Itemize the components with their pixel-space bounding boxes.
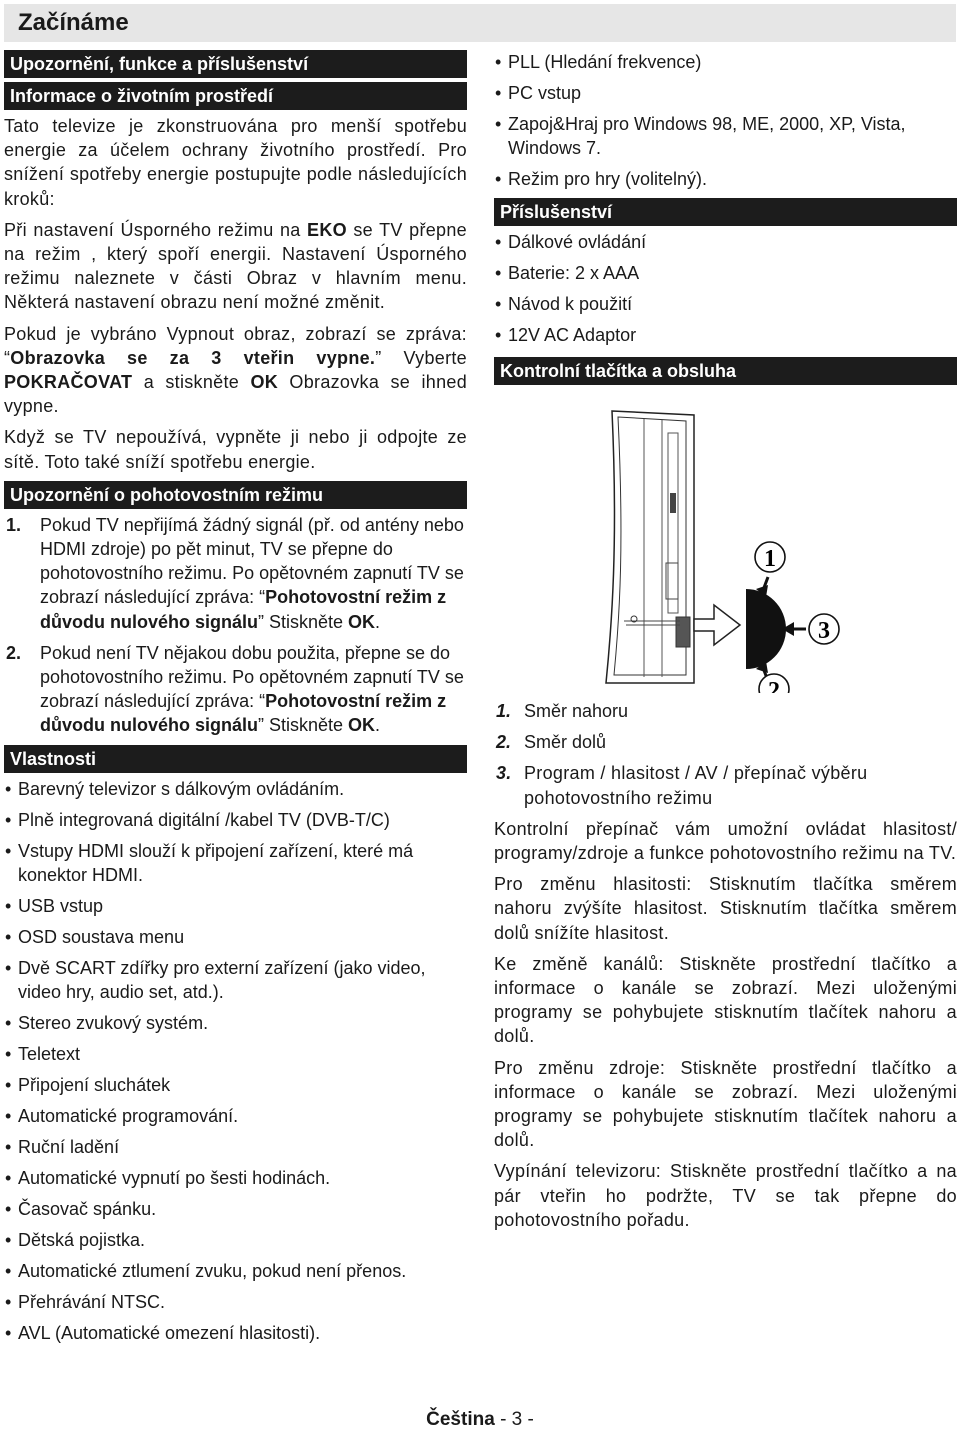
feature-item: • Teletext: [4, 1042, 467, 1066]
accessory-item: • Dálkové ovládání: [494, 230, 957, 254]
callout-2-label: 2: [768, 678, 780, 693]
feature-item: • Připojení sluchátek: [4, 1073, 467, 1097]
feature-item: • Ruční ladění: [4, 1135, 467, 1159]
feature-item: • OSD soustava menu: [4, 925, 467, 949]
env-paragraph-4: Když se TV nepoužívá, vypněte ji nebo ji odpojte ze sítě. Toto také sníží spotřebu energie.: [4, 427, 467, 472]
right-column: [494, 50, 957, 1239]
feature-item: • Vstupy HDMI slouží k připojení zařízení, které má konektor HDMI.: [4, 839, 467, 887]
control-knob: [746, 589, 786, 669]
feature-item: • PLL (Hledání frekvence): [494, 50, 957, 74]
page-title: Začínáme: [4, 4, 956, 42]
feature-item: • Barevný televizor s dálkovým ovládáním.: [4, 777, 467, 801]
feature-item: • Automatické ztlumení zvuku, pokud není přenos.: [4, 1259, 467, 1283]
accessory-item: • Baterie: 2 x AAA: [494, 261, 957, 285]
page-footer: [0, 1408, 960, 1432]
section-header-standby: Upozornění o pohotovostním režimu: [4, 481, 467, 509]
section-header-features: Vlastnosti: [4, 745, 467, 773]
env-paragraph-3: Pokud je vybráno Vypnout obraz, zobrazí se zpráva: “Obrazovka se za 3 vteřin vypne.” Vyberte POKRAČOVAT a stiskněte OK Obrazovka se ihned vypne.: [4, 323, 468, 417]
controls-paragraph: Pro změnu zdroje: Stiskněte prostřední tlačítko a informace o kanále se zobrazí. Mezi uloženými programy se pohybujete stisknutím tlačítek nahoru a dolů.: [494, 1057, 957, 1151]
standby-item: 2. Pokud není TV nějakou dobu použita, přepne se do pohotovostního režimu. Po opětovném zapnutí TV se zobrazí následující zpráva: “Pohotovostní režim z důvodu nulového signálu” Stiskněte OK.: [6, 642, 464, 736]
legend-item: 2. Směr dolů: [496, 732, 607, 753]
standby-item-number: 2.: [6, 642, 22, 663]
accessory-item: • Návod k použití: [494, 292, 957, 316]
footer-language: Čeština: [426, 1409, 495, 1430]
feature-item: • Časovač spánku.: [4, 1197, 467, 1221]
legend-item: 3. Program / hlasitost / AV / přepínač výběru pohotovostního režimu: [496, 763, 868, 808]
feature-item: • Přehrávání NTSC.: [4, 1290, 467, 1314]
feature-item: • PC vstup: [494, 81, 957, 105]
section-header-controls: Kontrolní tlačítka a obsluha: [494, 357, 957, 385]
feature-item: • Dětská pojistka.: [4, 1228, 467, 1252]
feature-item: • Automatické programování.: [4, 1104, 467, 1128]
feature-item: • USB vstup: [4, 894, 467, 918]
feature-item: • Plně integrovaná digitální /kabel TV (DVB-T/C): [4, 808, 467, 832]
tv-side-illustration: [494, 393, 957, 693]
standby-item-number: 1.: [6, 514, 22, 535]
callout-3-label: 3: [818, 618, 830, 644]
features-list: [4, 777, 467, 1345]
env-paragraph-1: Tato televize je zkonstruována pro menší spotřebu energie za účelem ochrany životního prostředí. Pro snížení spotřeby energie postupujte podle následujících kroků:: [4, 116, 467, 209]
controls-paragraph: Vypínání televizoru: Stiskněte prostřední tlačítko a na pár vteřin ho podržte, TV se tak přepne do pohotovostního pořadu.: [494, 1161, 957, 1230]
feature-item: • Zapoj&Hraj pro Windows 98, ME, 2000, XP, Vista, Windows 7.: [494, 112, 957, 160]
legend-item: 1. Směr nahoru: [496, 701, 629, 721]
controls-paragraph: Pro změnu hlasitosti: Stisknutím tlačítka směrem nahoru zvýšíte hlasitost. Stisknutím tlačítka směrem dolů snížíte hlasitost.: [494, 874, 957, 943]
feature-item: • Automatické vypnutí po šesti hodinách.: [4, 1166, 467, 1190]
section-header-notices: Upozornění, funkce a příslušenství: [4, 50, 467, 78]
callout-1-label: 1: [764, 546, 776, 572]
section-header-accessories: Příslušenství: [494, 198, 957, 226]
control-button-diagram: [494, 393, 957, 693]
standby-item: 1. Pokud TV nepřijímá žádný signál (př. od antény nebo HDMI zdroje) po pět minut, TV se přepne do pohotovostního režimu. Po opětovném zapnutí TV se zobrazí následující zpráva: “Pohotovostní režim z důvodu nulového signálu” Stiskněte OK.: [6, 514, 464, 632]
accessory-item: • 12V AC Adaptor: [494, 323, 957, 347]
controls-paragraph: Kontrolní přepínač vám umožní ovládat hlasitost/ programy/zdroje a funkce pohotovostního režimu na TV.: [494, 818, 957, 864]
feature-item: • AVL (Automatické omezení hlasitosti).: [4, 1321, 467, 1345]
left-column: [4, 50, 467, 1352]
standby-list: [4, 513, 467, 738]
feature-item: • Stereo zvukový systém.: [4, 1011, 467, 1035]
feature-item: • Režim pro hry (volitelný).: [494, 167, 957, 191]
feature-item: • Dvě SCART zdířky pro externí zařízení (jako video, video hry, audio set, atd.).: [4, 956, 467, 1004]
controls-paragraph: Ke změně kanálů: Stiskněte prostřední tlačítko a informace o kanále se zobrazí. Mezi uloženými programy se pohybujete stisknutím tlačítek nahoru a dolů.: [494, 953, 957, 1047]
accessories-list: [494, 230, 957, 347]
features-list-continued: [494, 50, 957, 191]
env-paragraph-2: Při nastavení Úsporného režimu na EKO se TV přepne na režim , který spoří energii. Nastavení Úsporného režimu naleznete v části Obraz v hlavním menu. Některá nastavení obrazu není možné změnit.: [4, 219, 467, 313]
control-legend: [494, 699, 957, 810]
footer-page-number: - 3 -: [500, 1409, 534, 1430]
section-header-environment: Informace o životním prostředí: [4, 82, 467, 110]
